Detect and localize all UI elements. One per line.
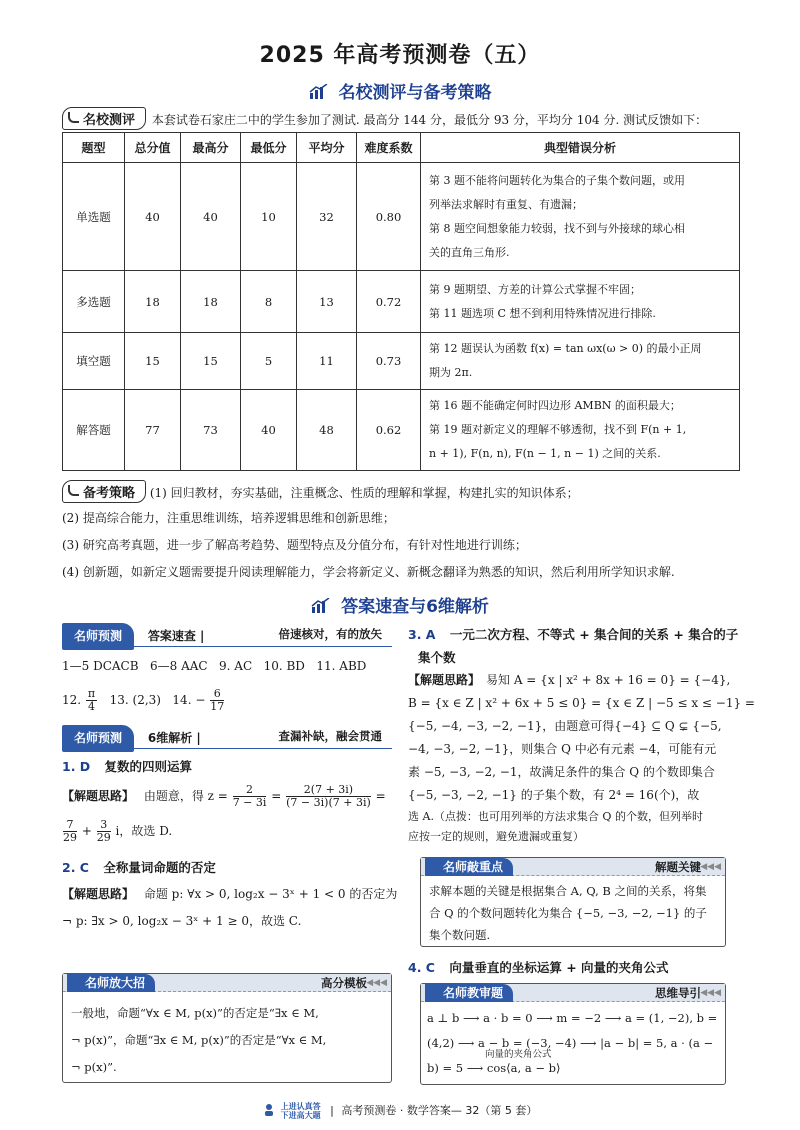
analysis-line: n + 1), F(n, n), F(n − 1, n − 1) 之间的关系.: [429, 447, 661, 460]
analysis-line: 第 16 题不能确定何时四边形 AMBN 的面积最大；: [429, 399, 681, 412]
cell-max: 18: [181, 271, 241, 333]
q3-note: 选 A.（点拨：也可用列举的方法求集合 Q 的个数，但列举时: [408, 810, 703, 823]
q3-line: 素 −5, −3, −2, −1，故满足条件的集合 Q 的个数即集合: [408, 765, 715, 779]
arrow-note: 向量的夹角公式: [485, 1049, 552, 1060]
table-header-row: [63, 133, 740, 163]
strategy-item: (2) 提高综合能力，注重思维训练，培养逻辑思维和创新思维；: [62, 511, 395, 525]
strategy-item: (4) 创新题，如新定义题需要提升阅读理解能力，学会将新定义、新概念翻译为熟悉的知识，然后利用所学知识求解.: [62, 565, 675, 579]
q3-heading: [408, 623, 740, 646]
tip-box-template: [62, 973, 392, 1083]
q2-solution-line1: [62, 883, 398, 906]
tip-box-title: 名师放大招: [67, 974, 155, 992]
frac-den: 7 − 3i: [232, 796, 267, 809]
cell-coef: 0.62: [357, 390, 421, 471]
tip-box-subtitle: 高分模板: [321, 976, 367, 990]
equals-sign: =: [271, 789, 282, 803]
quick-answers-line1: 1—5 DCACB 6—8 AAC 9. AC 10. BD 11. ABD: [62, 659, 367, 673]
cell-min: 40: [241, 390, 297, 471]
q13-answer: 13. (2,3): [109, 693, 161, 707]
q2-heading: [62, 856, 392, 879]
q1-frac-4: [97, 819, 111, 844]
q3-number: 3. A: [408, 627, 436, 642]
tip-line: 一般地，命题“∀x ∈ M, p(x)”的否定是“∃x ∈ M,: [71, 1006, 319, 1020]
q2-number: 2. C: [62, 860, 89, 875]
cell-min: 5: [241, 333, 297, 390]
arrows-icon: ◀◀◀: [366, 978, 387, 988]
frac-num: 6: [210, 688, 224, 701]
q2-text: 命题 p: ∀x > 0, log₂x − 3ˣ + 1 < 0 的否定为: [143, 887, 398, 901]
cell-min: 10: [241, 163, 297, 271]
arrows-icon: ◀◀◀: [700, 862, 721, 872]
evaluation-tag: 名校测评: [62, 107, 146, 130]
q1-frac-2: [286, 784, 371, 809]
review-line: b) = 5 ⟶ cos⟨a, a − b⟩: [427, 1061, 561, 1075]
q3-solution: [408, 669, 755, 847]
review-body: [427, 1006, 721, 1081]
solution-label: 【解题思路】: [408, 673, 481, 687]
q1-frac-3: [63, 819, 77, 844]
table-row: [63, 390, 740, 471]
cell-analysis: [421, 333, 740, 390]
review-subtitle: 思维导引: [655, 986, 701, 1000]
analysis-line: 关的直角三角形.: [429, 245, 510, 259]
footer-divider: |: [330, 1104, 334, 1117]
cell-avg: 13: [297, 271, 357, 333]
section-heading-answers: [0, 592, 800, 619]
frac-den: 4: [88, 700, 96, 713]
plus-sign: +: [81, 824, 92, 838]
cell-type: 解答题: [63, 390, 125, 471]
analysis-line: 期为 2π.: [429, 366, 473, 379]
tip-line: ¬ p(x)”.: [71, 1060, 117, 1074]
q1-topic: 复数的四则运算: [104, 759, 193, 774]
q2-solution-line2: ¬ p: ∃x > 0, log₂x − 3ˣ + 1 ≥ 0，故选 C.: [62, 914, 302, 928]
page-footer: [0, 1102, 800, 1120]
table-row: [63, 333, 740, 390]
header-cell: 最高分: [181, 133, 241, 163]
frac-num: π: [87, 687, 96, 700]
cell-coef: 0.72: [357, 271, 421, 333]
table-row: [63, 271, 740, 333]
cell-min: 8: [241, 271, 297, 333]
q1-text: 由题意，得 z =: [143, 789, 228, 803]
cell-type: 单选题: [63, 163, 125, 271]
key-point-title: 名师敲重点: [425, 858, 513, 876]
q3-line: {−5, −3, −2, −1} 的子集个数，有 2⁴ = 16(个)，故: [408, 788, 700, 802]
analysis-line: 第 9 题期望、方差的计算公式掌握不牢固；: [429, 282, 641, 296]
cell-analysis: [421, 271, 740, 333]
solution-label: 【解题思路】: [62, 887, 135, 901]
section-heading-text: 名校测评与备考策略: [338, 83, 492, 103]
q1-number: 1. D: [62, 759, 91, 774]
cell-max: 40: [181, 163, 241, 271]
header-cell: 最低分: [241, 133, 297, 163]
cell-total: 15: [125, 333, 181, 390]
q1-solution-line2: [62, 819, 392, 844]
frac-num: 3: [97, 819, 111, 832]
cell-avg: 48: [297, 390, 357, 471]
header-cell: 难度系数: [357, 133, 421, 163]
q1-conclusion: i，故选 D.: [115, 824, 173, 838]
frac-den: (7 − 3i)(7 + 3i): [286, 796, 371, 809]
q4-heading: [408, 958, 669, 976]
review-line: a ⊥ b ⟶ a · b = 0 ⟶ m = −2 ⟶ a = (1, −2), b =: [427, 1011, 718, 1025]
key-point-box: [420, 857, 726, 947]
cell-avg: 11: [297, 333, 357, 390]
section-heading-text: 答案速查与6维解析: [341, 597, 489, 617]
q3-topic: 一元二次方程、不等式 + 集合间的关系 + 集合的子: [449, 627, 739, 642]
review-last-line: [427, 1049, 721, 1081]
cell-total: 18: [125, 271, 181, 333]
strategy-item: (1) 回归教材，夯实基础，注重概念、性质的理解和掌握，构建扎实的知识体系；: [149, 486, 579, 500]
q4-number: 4. C: [408, 960, 435, 975]
key-point-header: [421, 858, 725, 876]
page-title: 2025 年高考预测卷（五）: [259, 43, 541, 68]
q4-topic: 向量垂直的坐标运算 + 向量的夹角公式: [449, 960, 669, 975]
section-heading-evaluation: [0, 78, 800, 105]
quick-badge: 名师预测: [62, 623, 134, 650]
key-point-body: [429, 880, 719, 946]
q1-frac-1: [233, 784, 267, 809]
frac-num: 2: [233, 784, 267, 797]
cell-max: 15: [181, 333, 241, 390]
left-column: [62, 623, 398, 933]
analysis-slogan: 查漏补缺，融会贯通: [278, 729, 382, 743]
analysis-line: 列举法求解时有重复、有遗漏；: [429, 197, 583, 211]
cell-avg: 32: [297, 163, 357, 271]
header-cell: 平均分: [297, 133, 357, 163]
cell-coef: 0.73: [357, 333, 421, 390]
score-table: [62, 132, 740, 471]
logo-icon: [263, 1103, 275, 1120]
q2-topic: 全称量词命题的否定: [103, 860, 216, 875]
review-title: 名师教审题: [425, 984, 513, 1002]
review-box: [420, 983, 726, 1085]
footer-text: 高考预测卷 · 数学答案— 32（第 5 套）: [341, 1104, 538, 1117]
cell-analysis: [421, 163, 740, 271]
cell-type: 多选题: [63, 271, 125, 333]
cell-coef: 0.80: [357, 163, 421, 271]
cell-type: 填空题: [63, 333, 125, 390]
tip-box-header: [63, 974, 391, 992]
review-header: [421, 984, 725, 1002]
quick-label: 答案速查 |: [147, 629, 205, 643]
quick-answers-line2: [62, 688, 392, 713]
strategy-line-1: [62, 480, 579, 503]
cell-max: 73: [181, 390, 241, 471]
q1-solution-line1: [62, 784, 392, 809]
chart-icon: [309, 84, 329, 105]
analysis-header: [62, 725, 392, 749]
q3-note: 应按一定的规则，避免遗漏或重复）: [408, 830, 584, 843]
key-point-line: 求解本题的关键是根据集合 A, Q, B 之间的关系，将集: [429, 884, 707, 898]
frac-num: 7: [63, 819, 77, 832]
table-row: [63, 163, 740, 271]
header-cell: 典型错误分析: [421, 133, 740, 163]
q3-line: {−5, −4, −3, −2, −1}，由题意可得{−4} ⊆ Q ⊊ {−5,: [408, 719, 722, 733]
footer-logo-text: 上进认真答 下进高大题: [280, 1102, 321, 1120]
header-cell: 总分值: [125, 133, 181, 163]
quick-slogan: 倍速核对，有的放矢: [278, 627, 382, 641]
tip-box-body: [71, 1000, 385, 1081]
analysis-line: 第 11 题选项 C 想不到利用特殊情况进行排除.: [429, 306, 656, 320]
q3-line: −4, −3, −2, −1}，则集合 Q 中必有元素 −4，可能有元: [408, 742, 717, 756]
q1-heading: [62, 755, 392, 778]
analysis-line: 第 8 题空间想象能力较弱，找不到与外接球的球心相: [429, 221, 685, 235]
q3-line: 易知 A = {x | x² + 8x + 16 = 0} = {−4},: [486, 673, 731, 687]
evaluation-intro: [62, 107, 707, 130]
q12-fraction: [86, 688, 97, 713]
q3-topic-cont: 集个数: [418, 650, 456, 665]
cell-total: 40: [125, 163, 181, 271]
strategy-item: (3) 研究高考真题，进一步了解高考趋势、题型特点及分值分布，有针对性地进行训练；: [62, 538, 527, 552]
chart-icon: [311, 598, 331, 619]
frac-den: 29: [63, 831, 77, 844]
right-column: [408, 623, 755, 847]
cell-analysis: [421, 390, 740, 471]
q14-label: 14. −: [172, 693, 206, 707]
review-line: (4,2) ⟶ a − b = (−3, −4) ⟶ |a − b| = 5, a · (a −: [427, 1036, 714, 1050]
solution-label: 【解题思路】: [62, 789, 135, 803]
analysis-line: 第 3 题不能将问题转化为集合的子集个数问题，或用: [429, 173, 685, 187]
arrows-icon: ◀◀◀: [700, 988, 721, 998]
q3-line: B = {x ∈ Z | x² + 6x + 5 ≤ 0} = {x ∈ Z | −5 ≤ x ≤ −1} =: [408, 696, 755, 710]
evaluation-text: 本套试卷石家庄二中的学生参加了测试. 最高分 144 分，最低分 93 分，平均分 104 分. 测试反馈如下：: [151, 113, 708, 127]
frac-den: 17: [210, 700, 225, 713]
key-point-line: 集个数问题.: [429, 928, 491, 942]
frac-den: 29: [96, 831, 111, 844]
strategy-tag: 备考策略: [62, 480, 146, 503]
key-point-line: 合 Q 的个数问题转化为集合 {−5, −3, −2, −1} 的子: [429, 906, 707, 920]
analysis-label: 6维解析 |: [147, 731, 201, 745]
analysis-line: 第 19 题对新定义的理解不够透彻，找不到 F(n + 1,: [429, 423, 687, 436]
tip-line: ¬ p(x)”，命题“∃x ∈ M, p(x)”的否定是“∀x ∈ M,: [71, 1033, 327, 1047]
quick-answers-header: [62, 623, 392, 647]
equals-sign: =: [375, 789, 386, 803]
frac-num: 2(7 + 3i): [286, 784, 371, 797]
q14-fraction: [210, 688, 224, 713]
q12-label: 12.: [62, 693, 82, 707]
header-cell: 题型: [63, 133, 125, 163]
analysis-line: 第 12 题误认为函数 f(x) = tan ωx(ω > 0) 的最小正周: [429, 342, 702, 355]
analysis-badge: 名师预测: [62, 725, 134, 752]
key-point-subtitle: 解题关键: [655, 860, 701, 874]
cell-total: 77: [125, 390, 181, 471]
